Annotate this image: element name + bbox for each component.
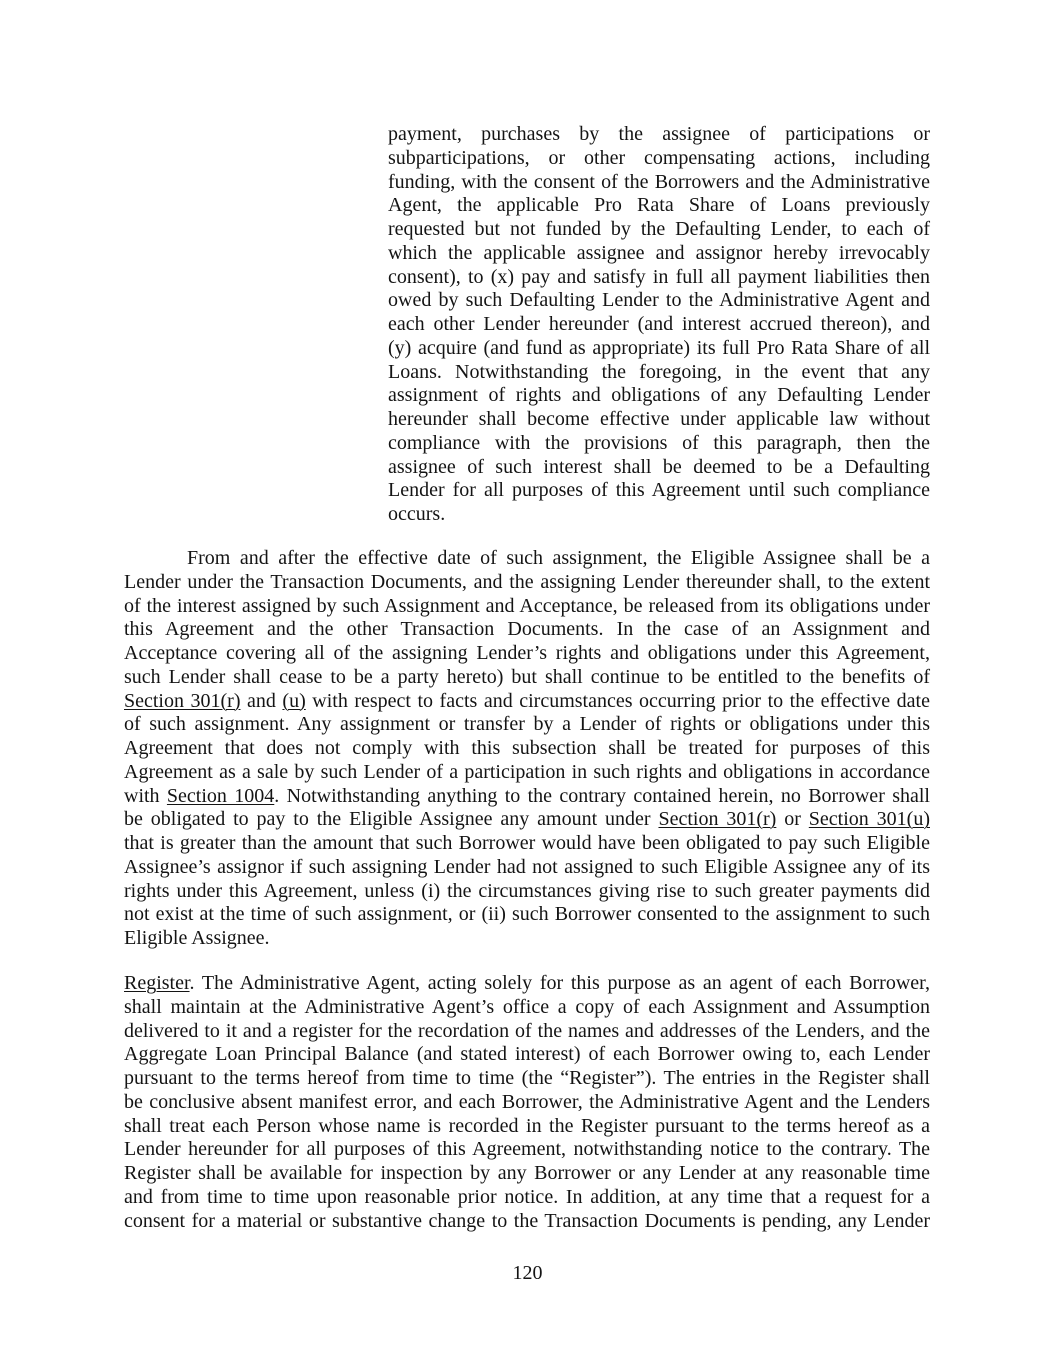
line-text: be obligated to pay to the Eligible Assignee any amount under — [124, 808, 659, 831]
paragraph-line — [124, 785, 930, 809]
paragraph-line: Eligible Assignee. — [124, 927, 270, 949]
clause-line: compliance with the provisions of this paragraph, then the — [388, 431, 930, 454]
paragraph-line — [124, 690, 930, 714]
paragraph-line: this Agreement and the other Transaction Documents. In the case of an Assignment and — [124, 618, 930, 641]
line-text: . The Administrative Agent, acting solely for this purpose as an agent of each Borrower, — [189, 972, 930, 994]
paragraph-line: shall treat each Person whose name is recorded in the Register pursuant to the terms hereof as a — [124, 1114, 930, 1137]
clause-line: funding, with the consent of the Borrowers and the Administrative — [388, 170, 930, 193]
clause-line: Agent, the applicable Pro Rata Share of Loans previously — [388, 194, 930, 217]
paragraph-line: consent for a material or substantive change to the Transaction Documents is pending, any Lender — [124, 1209, 930, 1232]
line-text: or — [776, 808, 809, 831]
section-reference: Section 301(r) — [658, 808, 777, 831]
paragraph-line: rights under this Agreement, unless (i) the circumstances giving rise to such greater payments did — [124, 879, 930, 902]
paragraph-line: Agreement as a sale by such Lender of a participation in such rights and obligations in accordance — [124, 760, 930, 783]
page-number: 120 — [512, 1262, 543, 1284]
paragraph-line: shall maintain at the Administrative Agent’s office a copy of each Assignment and Assumption — [124, 995, 930, 1018]
paragraph-line: delivered to it and a register for the recordation of the names and addresses of the Lenders, and the — [124, 1019, 930, 1042]
paragraph-line — [124, 972, 930, 996]
section-reference: Section 301(r) — [124, 689, 241, 712]
clause-line: assignment of rights and obligations of any Defaulting Lender — [388, 384, 930, 407]
paragraph-line: and from time to time upon reasonable prior notice. In addition, at any time that a request for a — [124, 1185, 930, 1208]
clause-line: requested but not funded by the Defaulting Lender, to each of — [388, 218, 930, 240]
section-reference: Section 1004 — [166, 784, 275, 807]
clause-line: consent), to (x) pay and satisfy in full all payment liabilities then — [388, 265, 930, 288]
clause-line: subparticipations, or other compensating actions, including — [388, 146, 930, 169]
clause-line: owed by such Defaulting Lender to the Administrative Agent and — [388, 289, 930, 312]
clause-line: (y) acquire (and fund as appropriate) its full Pro Rata Share of all — [388, 336, 930, 359]
paragraph-line: not exist at the time of such assignment, or (ii) such Borrower consented to the assignment to such — [124, 903, 930, 926]
paragraph-line: Assignee’s assignor if such assigning Lender had not assigned to such Eligible Assignee any of its — [124, 855, 930, 878]
line-text: with — [124, 784, 167, 807]
clause-line: Loans. Notwithstanding the foregoing, in the event that any — [388, 360, 930, 383]
clause-line: payment, purchases by the assignee of participations or — [388, 123, 930, 145]
paragraph-line: of the interest assigned by such Assignment and Acceptance, be released from its obligations under — [124, 594, 930, 617]
section-reference: (u) — [282, 689, 306, 712]
clause-line: each other Lender hereunder (and interest accrued thereon), and — [388, 313, 930, 335]
paragraph-line: From and after the effective date of such assignment, the Eligible Assignee shall be a — [187, 547, 930, 569]
paragraph-line: of such assignment. Any assignment or transfer by a Lender of rights or obligations under this — [124, 713, 930, 736]
paragraph-line: Aggregate Loan Principal Balance (and stated interest) of each Borrower owing to, each Lender — [124, 1043, 930, 1066]
paragraph-line: Lender under the Transaction Documents, and the assigning Lender thereunder shall, to the extent — [124, 570, 930, 593]
clause-line: assignee of such interest shall be deemed to be a Defaulting — [388, 455, 930, 478]
line-text: with respect to facts and circumstances occurring prior to the effective date — [305, 689, 930, 712]
paragraph-line: pursuant to the terms hereof from time to time (the “Register”). The entries in the Register shall — [124, 1067, 930, 1089]
assignment-effect-paragraph — [124, 547, 930, 951]
section-reference: Section 301(u) — [808, 808, 930, 831]
register-paragraph — [124, 972, 930, 1233]
paragraph-line: Lender hereunder for all purposes of this Agreement, notwithstanding notice to the contrary. The — [124, 1138, 930, 1161]
paragraph-line: such Lender shall cease to be a party hereto) but shall continue to be entitled to the benefits of — [124, 665, 930, 688]
paragraph-line: Register shall be available for inspection by any Borrower or any Lender at any reasonable time — [124, 1162, 930, 1184]
clause-line: which the applicable assignee and assignor hereby irrevocably — [388, 241, 930, 264]
line-text: and — [240, 689, 283, 712]
paragraph-line: Acceptance covering all of the assigning Lender’s rights and obligations under this Agreement, — [124, 642, 930, 664]
paragraph-line: Agreement that does not comply with this subsection shall be treated for purposes of this — [124, 737, 930, 759]
indented-clause — [388, 123, 930, 527]
paragraph-line — [124, 808, 930, 832]
clause-line: Lender for all purposes of this Agreement until such compliance — [388, 479, 930, 502]
paragraph-line: be conclusive absent manifest error, and each Borrower, the Administrative Agent and the Lenders — [124, 1090, 930, 1113]
line-text: . Notwithstanding anything to the contrary contained herein, no Borrower shall — [274, 784, 930, 807]
register-heading: Register — [124, 972, 190, 994]
paragraph-line: that is greater than the amount that such Borrower would have been obligated to pay such Eligible — [124, 832, 930, 854]
clause-line: occurs. — [388, 503, 446, 525]
clause-line: hereunder shall become effective under applicable law without — [388, 408, 930, 430]
